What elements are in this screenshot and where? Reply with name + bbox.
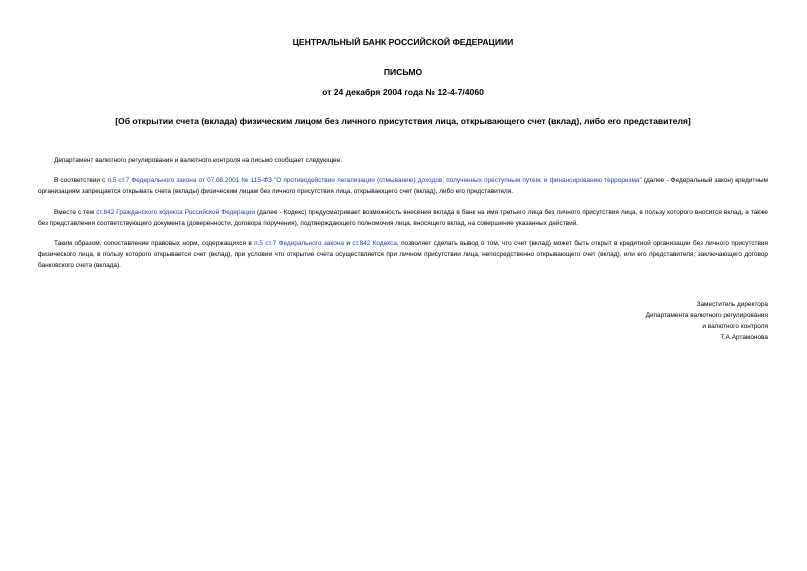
paragraph-4-text-mid: и: [343, 240, 353, 247]
paragraph-1-text: Департамент валютного регулирования и валютного контроля на письмо сообщает следующее.: [54, 157, 342, 164]
paragraph-3-text-start: Вместе с тем: [54, 209, 97, 216]
paragraph-4-text-start: Таким образом, сопоставление правовых норм, содержащихся в: [54, 240, 255, 247]
federal-law-115-link[interactable]: п.5 ст.7 Федерального закона от 07.08.2001 № 115-ФЗ "О противодействии легализации (отмыванию) доходов, полученных преступным путем, и финансированию терроризма": [107, 177, 642, 184]
signature-department-cont: и валютного контроля: [702, 323, 768, 330]
paragraph-3-text-end: (далее - Кодекс) предусматривает возможность внесения вклада в банк на имя третьего лица без личного присутствия лица, в пользу которого вносится вклад, а также без представления соответствующего документа (доверенности, договора поручения), подтверждающего полномочия лица, вносящего вклад, на совершение указанных действий.: [38, 209, 768, 227]
signature-block: [646, 299, 768, 343]
federal-law-article-link[interactable]: п.5 ст.7 Федерального закона: [254, 240, 344, 247]
signature-department: Департамента валютного регулирования: [645, 312, 768, 319]
signature-position: Заместитель директора: [696, 301, 768, 308]
paragraph-2-text-end: (далее - Федеральный закон) кредитным организациям запрещается открывать счета (вклады) физическим лицам без личного присутствия лица, открывающего счет (вклад), либо его представителя.: [38, 177, 768, 195]
paragraph-1: [38, 155, 768, 166]
document-date-number: от 24 декабря 2004 года № 12-4-7/4060: [322, 87, 484, 97]
signature-name: Т.А.Артамонова: [720, 334, 768, 341]
document-title: [Об открытии счета (вклада) физическим лицом без личного присутствия лица, открывающего счет (вклад), либо его представителя]: [115, 116, 691, 126]
document-page: [38, 0, 768, 571]
civil-code-842-link[interactable]: ст.842 Гражданского кодекса Российской Федерации: [96, 209, 255, 216]
paragraph-3: [38, 207, 768, 229]
paragraph-4-text-end: , позволяет сделать вывод о том, что счет (вклад) может быть открыт в кредитной организации без личного присутствия физического лица, в пользу которого открывается счет (вклад), при условии что открытие счета осуществляется при личном присутствии лица, непосредственно открывающего счет (вклад), или его представителя, заключающего договор банковского счета (вклада).: [38, 240, 768, 269]
issuer-heading: ЦЕНТРАЛЬНЫЙ БАНК РОССИЙСКОЙ ФЕДЕРАЦИИИ: [292, 37, 514, 47]
paragraph-4: [38, 238, 768, 271]
paragraph-2-text-start: В соответствии с: [54, 177, 108, 184]
document-type-heading: ПИСЬМО: [383, 67, 423, 77]
code-article-842-link[interactable]: ст.842 Кодекса: [352, 240, 397, 247]
paragraph-2: [38, 175, 768, 197]
